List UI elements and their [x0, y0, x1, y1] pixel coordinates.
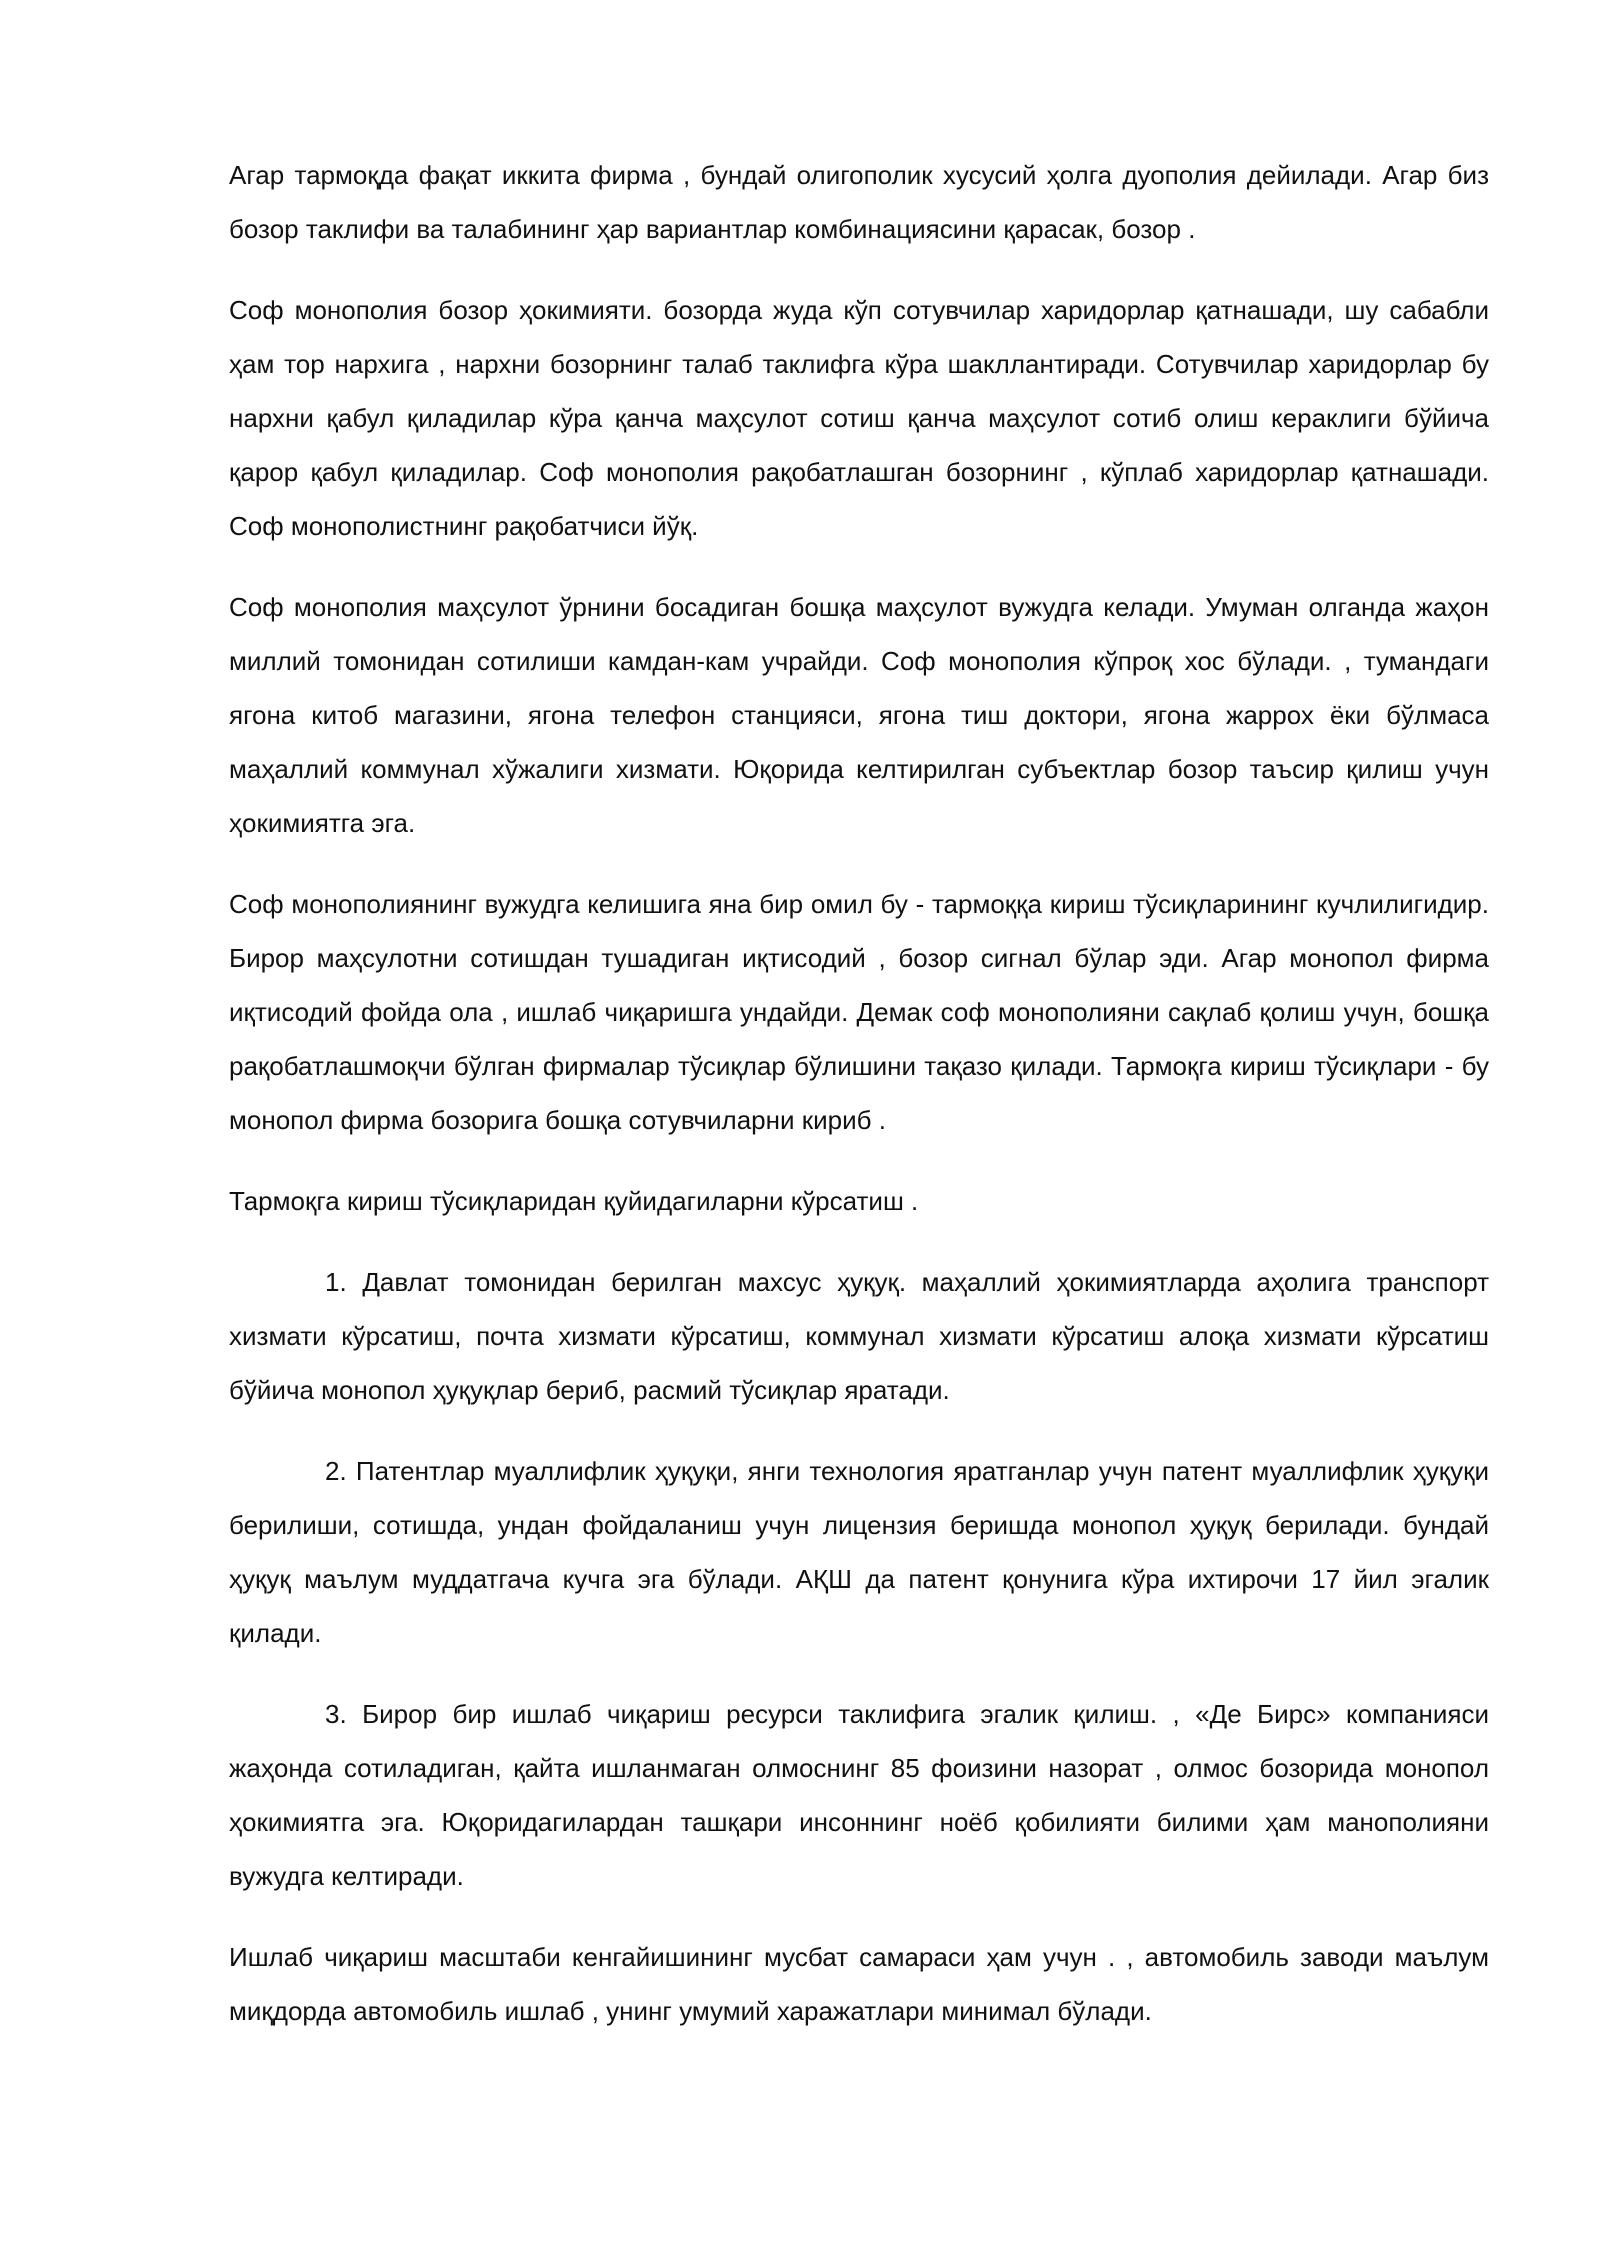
- document-page: [229, 148, 1489, 2065]
- list-item-state-rights: 1. Давлат томонидан берилган махсус ҳуқуқ. маҳаллий ҳокимиятларда аҳолига транспорт хизмати кўрсатиш, почта хизмати кўрсатиш, коммунал хизмати кўрсатиш алоқа хизмати кўрсатиш бўйича монопол ҳуқуқлар бериб, расмий тўсиқлар яратади.: [229, 1267, 1489, 1405]
- list-item-resource-ownership: 3. Бирор бир ишлаб чиқариш ресурси таклифига эгалик қилиш. , «Де Бирс» компанияси жаҳонда сотиладиган, қайта ишланмаган олмоснинг 85 фоизини назорат , олмос бозорида монопол ҳокимиятга эга. Юқоридагилардан ташқари инсоннинг ноёб қобилияти билими ҳам манополияни вужудга келтиради.: [229, 1699, 1489, 1891]
- paragraph-pure-monopoly-examples: Соф монополия маҳсулот ўрнини босадиган бошқа маҳсулот вужудга келади. Умуман олганда жаҳон миллий томонидан сотилиши камдан-кам учрайди. Соф монополия кўпроқ хос бўлади. , тумандаги ягона китоб магазини, ягона телефон станцияси, ягона тиш доктори, ягона жаррох ёки бўлмаса маҳаллий коммунал хўжалиги хизмати. Юқорида келтирилган субъектлар бозор таъсир қилиш учун ҳокимиятга эга.: [229, 592, 1489, 838]
- paragraph-economies-of-scale: Ишлаб чиқариш масштаби кенгайишининг мусбат самараси ҳам учун . , автомобиль заводи маълум миқдорда автомобиль ишлаб , унинг умумий харажатлари минимал бўлади.: [229, 1942, 1489, 2026]
- paragraph-pure-monopoly-power: Соф монополия бозор ҳокимияти. бозорда жуда кўп сотувчилар харидорлар қатнашади, шу сабабли ҳам тор нархига , нархни бозорнинг талаб таклифга кўра шакллантиради. Сотувчилар харидорлар бу нархни қабул қиладилар кўра қанча маҳсулот сотиш қанча маҳсулот сотиб олиш кераклиги бўйича қарор қабул қиладилар. Соф монополия рақобатлашган бозорнинг , кўплаб харидорлар қатнашади. Соф монополистнинг рақобатчиси йўқ.: [229, 295, 1489, 541]
- paragraph-duopoly: Агар тармоқда фақат иккита фирма , бундай олигополик хусусий ҳолга дуополия дейилади. Агар биз бозор таклифи ва талабининг ҳар вариантлар комбинациясини қарасак, бозор .: [229, 160, 1489, 244]
- paragraph-barriers-intro: Тармоқга кириш тўсиқларидан қуйидагиларни кўрсатиш .: [229, 1186, 919, 1216]
- paragraph-entry-barriers: Соф монополиянинг вужудга келишига яна бир омил бу - тармоққа кириш тўсиқларининг кучлилигидир. Бирор маҳсулотни сотишдан тушадиган иқтисодий , бозор сигнал бўлар эди. Агар монопол фирма иқтисодий фойда ола , ишлаб чиқаришга ундайди. Демак соф монополияни сақлаб қолиш учун, бошқа рақобатлашмоқчи бўлган фирмалар тўсиқлар бўлишини тақазо қилади. Тармоқга кириш тўсиқлари - бу монопол фирма бозорига бошқа сотувчиларни кириб .: [229, 889, 1489, 1135]
- list-item-patents: 2. Патентлар муаллифлик ҳуқуқи, янги технология яратганлар учун патент муаллифлик ҳуқуқи берилиши, сотишда, ундан фойдаланиш учун лицензия беришда монопол ҳуқуқ берилади. бундай ҳуқуқ маълум муддатгача кучга эга бўлади. АҚШ да патент қонунига кўра ихтирочи 17 йил эгалик қилади.: [229, 1456, 1489, 1648]
